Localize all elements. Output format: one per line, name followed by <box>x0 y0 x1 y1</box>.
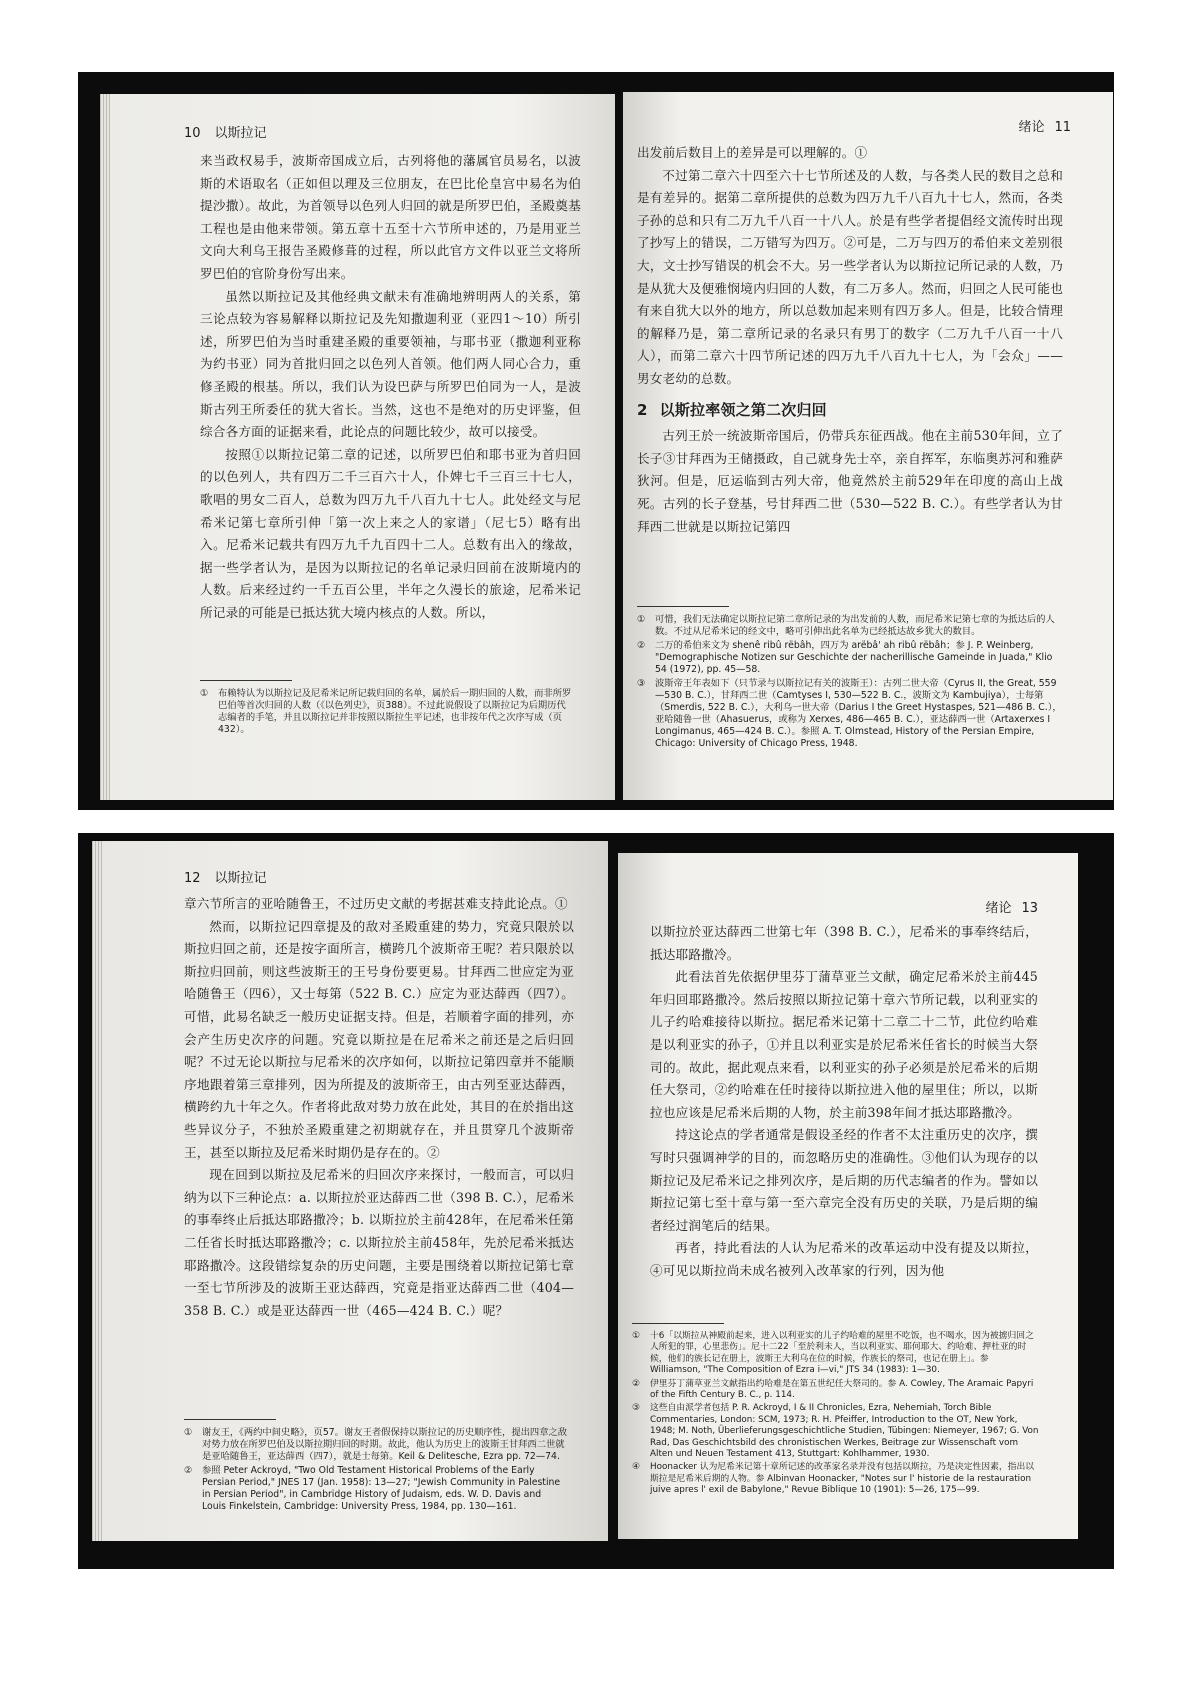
footnote <box>637 614 1065 638</box>
paragraph: 以斯拉於亚达薛西二世第七年（398 B. C.），尼希米的事奉终结后，抵达耶路撒冷。 <box>650 924 1038 962</box>
footnote-mark: ② <box>184 1465 193 1476</box>
page-13 <box>618 853 1078 1539</box>
page-12 <box>92 841 608 1541</box>
footnote <box>632 1331 1042 1377</box>
section-heading <box>637 399 1063 422</box>
footnotes <box>200 688 575 738</box>
footnote-text: 伊里芬丁蒲草亚兰文献指出约哈难是在第五世纪任大祭司的。参 A. Cowley, The Aramaic Papyri of the Fifth Century B. C., p. 114. <box>650 1378 1034 1401</box>
page-11 <box>623 92 1113 800</box>
footnote <box>184 1465 568 1513</box>
footnote-text: 十6「以斯拉从神殿前起来，进入以利亚实的儿子约哈难的屋里不吃饭，也不喝水，因为被掳归回之人所犯的罪，心里悲伤」。尼十二22「至於利未人，当以利亚实、耶何耶大、约哈难、押杜亚的时候，他们的族长记在册上，波斯王大利乌在位的时候，作族长的祭司，也记在册上」。参 Williamson, "The Composition of Ezra i—vi," JTS 34 (1983): 1—30. <box>650 1331 1034 1376</box>
paragraph: 再者，持此看法的人认为尼希米的改革运动中没有提及以斯拉，④可见以斯拉尚未成名被列入改革家的行列，因为他 <box>650 1240 1038 1278</box>
footnote-text: 谢友王，《两约中间史略》，页57。谢友王者假保持以斯拉记的历史顺序性，提出四章之敌对势力放在所罗巴伯及以斯拉期归回的时期。故此，他认为历史上的波斯王甘拜西二世就是亚哈随鲁王，亚达薛西（四7），就是士每第。Keil & Delitesche, Ezra pp. 72—74. <box>202 1427 568 1462</box>
page-edge <box>100 94 110 800</box>
section-title: 以斯拉率领之第二次归回 <box>659 400 827 419</box>
footnote-text: Hoonacker 认为尼希米记第十章所记述的改革家名录并没有包括以斯拉，乃是决定性因素，指出以斯拉是尼希米后期的人物。参 Albinvan Hoonacker, "Notes sur l' historie de la restauration juive apres l' exil de Babylone," Revue Biblique 10 (1901): 5—26, 175—99. <box>650 1462 1035 1496</box>
page-body <box>184 893 574 1322</box>
paragraph: 然而，以斯拉记四章提及的敌对圣殿重建的势力，究竟只限於以斯拉归回之前，还是按字面所言，横跨几个波斯帝王呢？若只限於以斯拉归回前，则这些波斯王的王号身份要更易。甘拜西二世应定为亚哈随鲁王（四6），又士每第（522 B. C.）应定为亚达薛西（四7）。可惜，此易名缺乏一般历史证据支持。但是，若顺着字面的排列，亦会产生历史次序的问题。究竟以斯拉是在尼希米之前还是之后归回呢？不过无论以斯拉与尼希米的次序如何，以斯拉记第四章并不能顺序地跟着第三章排列，因为所提及的波斯帝王，由古列至亚达薛西，横跨约九十年之久。作者将此敌对势力放在此处，其目的在於指出这些异议分子，不独於圣殿重建之初期就存在，并且贯穿几个波斯帝王，甚至以斯拉及尼希米时期仍是存在的。② <box>184 918 574 1160</box>
paragraph: 现在回到以斯拉及尼希米的归回次序来探讨，一般而言，可以归纳为以下三种论点：a. 以斯拉於亚达薛西二世（398 B. C.），尼希米的事奉终止后抵达耶路撒冷；b. 以斯拉於主前428年，在尼希米任第二任省长时抵达耶路撒冷；c. 以斯拉於主前458年，先於尼希米抵达耶路撒冷。这段错综复杂的历史问题，主要是围绕着以斯拉记第七章一至七节所涉及的波斯王亚达薛西，究竟是指亚达薛西二世（404—358 B. C.）或是亚达薛西一世（465—424 B. C.）呢？ <box>184 1167 574 1318</box>
footnote-text: 二万的希伯来文为 shenê ribû rëbâh，四万为 arëbâ' ah ribû rëbâh；参 J. P. Weinberg, "Demographische Notizen sur Geschichte der nacherillische Gameinde in Juada," Klio 54 (1972), pp. 45—58. <box>655 640 1053 675</box>
paragraph: 持这论点的学者通常是假设圣经的作者不太注重历史的次序，撰写时只强调神学的目的，而忽略历史的准确性。③他们认为现存的以斯拉记及尼希米记之排列次序，是后期的历代志编者的作为。譬如以斯拉记第七至十章与第一至六章完全没有历史的关联，乃是后期的编者经过润笔后的结果。 <box>650 1127 1038 1233</box>
footnote-rule <box>200 680 292 681</box>
footnote-mark: ① <box>632 1331 640 1341</box>
footnote-mark: ① <box>184 1427 193 1438</box>
footnotes <box>637 614 1065 752</box>
paragraph: 按照①以斯拉记第二章的记述，以所罗巴伯和耶书亚为首归回的以色列人，共有四万二千三百六十人，仆婢七千三百三十七人，歌唱的男女二百人，总数为四万九千八百九十七人。此处经文与尼希米记第七章所引伸「第一次上来之人的家谱」（尼七5）略有出入。尼希米记载共有四万九千九百四十二人。总数有出入的缘故，据一些学者认为，是因为以斯拉记的名单记录归回前在波斯境内的人数。后来经过约一千五百公里，半年之久漫长的旅途，尼希米记所记录的可能是已抵达犹大境内核点的人数。所以， <box>200 446 581 620</box>
paragraph: 章六节所言的亚哈随鲁王，不过历史文献的考据甚难支持此论点。① <box>184 896 568 911</box>
footnote-rule <box>184 1419 276 1420</box>
running-title: 以斯拉记 <box>214 126 267 141</box>
footnote <box>637 678 1065 750</box>
page-number: 11 <box>1054 120 1071 135</box>
section-number: 2 <box>637 400 648 419</box>
footnote-text: 可惜，我们无法确定以斯拉记第二章所记录的为出发前的人数，而尼希米记第七章的为抵达后的人数。不过从尼希米记的经文中，略可引伸出此名单为已经抵达故乡犹大的数目。 <box>655 614 1055 637</box>
footnote-mark: ② <box>632 1378 640 1389</box>
footnote-mark: ① <box>637 614 646 625</box>
footnotes <box>184 1427 568 1515</box>
footnote-mark: ② <box>637 640 646 651</box>
paragraph: 虽然以斯拉记及其他经典文献未有准确地辨明两人的关系，第三论点较为容易解释以斯拉记及先知撒迦利亚（亚四1～10）所引述，所罗巴伯为当时重建圣殿的重要领袖，与耶书亚（撒迦利亚称为约书亚）同为首批归回之以色列人首领。他们两人同心合力，重修圣殿的根基。所以，我们认为设巴萨与所罗巴伯同为一人，是波斯古列王所委任的犹大省长。当然，这也不是绝对的历史评鉴，但综合各方面的证据来看，此论点的问题比较少，故可以接受。 <box>200 288 581 440</box>
page-number: 12 <box>184 871 201 886</box>
footnote-text: 布赖特认为以斯拉记及尼希米记所记载归回的名单，属於后一期归回的人数，而非所罗巴伯等首次归回的人数（《以色列史》，页388）。不过此说假设了以斯拉记为后期历代志编者的手笔，并且以斯拉记并非按照以斯拉生平记述，也非按年代之次序写成（页432）。 <box>218 688 572 735</box>
running-title: 绪论 <box>1018 120 1045 135</box>
footnote-mark: ① <box>200 688 209 699</box>
footnote-text: 参照 Peter Ackroyd, "Two Old Testament Historical Problems of the Early Persian Period," JNES 17 (Jan. 1958): 13—27; "Jewish Community in Palestine in Persian Period", in Cambridge History of Judaism, eds. W. D. Davis and Louis Finkelstein, Cambridge: University Press, 1984, pp. 130—161. <box>202 1465 561 1512</box>
paragraph: 不过第二章六十四至六十七节所述及的人数，与各类人民的数目之总和是有差异的。据第二章所提供的总数为四万九千八百九十七人，然而，各类子孙的总和只有二万九千八百一十八人。於是有些学者提倡经文流传时出现了抄写上的错误，二万错写为四万。②可是，二万与四万的希伯来文差别很大，文士抄写错误的机会不大。另一些学者认为以斯拉记所记录的人数，乃是从犹大及便雅悯境内归回的人数，有二万多人。然而，归回之人民可能也有来自犹大以外的地方，所以总数加起来则有四万多人。但是，比较合情理的解释乃是，第二章所记录的名录只有男丁的数字（二万九千八百一十八人），而第二章六十四节所记述的四万九千八百九十七人，为「会众」——男女老幼的总数。 <box>637 167 1063 386</box>
page-number: 13 <box>1021 901 1038 916</box>
footnote-text: 这些自由派学者包括 P. R. Ackroyd, I & II Chronicles, Ezra, Nehemiah, Torch Bible Commentaries, London: SCM, 1973; R. H. Pfeiffer, Introduction to the OT, New York, 1948; M. Noth, Überlieferungsgeschichtliche Studien, Tübingen: Niemeyer, 1967; G. Von Rad, Das Geschichtsbild des chronistischen Werkes, Beitrage zur Wissenschaft vom Alten und Neuen Testament 413, Stuttgart: Kohlhammer, 1930. <box>650 1403 1039 1460</box>
footnote <box>200 688 575 736</box>
page-header <box>184 122 615 142</box>
page-10 <box>100 94 615 800</box>
footnote <box>632 1379 1042 1402</box>
footnote <box>184 1427 568 1463</box>
paragraph: 此看法首先依据伊里芬丁蒲草亚兰文献，确定尼希米於主前445年归回耶路撒冷。然后按照以斯拉记第十章六节所记载，以利亚实的儿子约哈难接待以斯拉。据尼希米记第十二章二十二节，此位约哈难是以利亚实的孙子，①并且以利亚实是於尼希米任省长的时候当大祭司的。故此，据此观点来看，以利亚实的孙子必须是於尼希米的后期任大祭司，②约哈难在任时接待以斯拉进入他的屋里住；所以，以斯拉也应该是尼希米后期的人物，於主前398年间才抵达耶路撒冷。 <box>650 969 1038 1120</box>
page-body <box>637 142 1063 538</box>
footnote-mark: ③ <box>632 1403 640 1414</box>
footnote <box>637 640 1065 676</box>
page-header <box>1018 116 1071 136</box>
footnote <box>632 1462 1042 1496</box>
footnote-text: 波斯帝王年表如下（只节录与以斯拉记有关的波斯王）：古列二世大帝（Cyrus II, the Great, 559—530 B. C.），甘拜西二世（Camtyses I, 530—522 B. C.，波斯文为 Kambujiya），士每第（Smerdis, 522 B. C.），大利乌一世大帝（Darius I the Greet Hystaspes, 521—486 B. C.），亚哈随鲁一世（Ahasuerus，或称为 Xerxes, 486—465 B. C.），亚达薛西一世（Artaxerxes I Longimanus, 465—424 B. C.）。参照 A. T. Olmstead, History of the Persian Empire, Chicago: University of Chicago Press, 1948. <box>655 678 1062 749</box>
footnote-rule <box>637 606 729 607</box>
footnote-mark: ④ <box>632 1462 640 1473</box>
paragraph: 古列王於一统波斯帝国后，仍带兵东征西战。他在主前530年间，立了长子③甘拜西为王储摄政，自己就身先士卒，亲自挥军，东临奥苏河和雅萨狄河。但是，厄运临到古列大帝，他竟然於主前529年在印度的高山上战死。古列的长子登基，号甘拜西二世（530—522 B. C.）。有些学者认为甘拜西二世就是以斯拉记第四 <box>637 428 1063 534</box>
scan-spread-top <box>78 72 1114 810</box>
page-body <box>200 150 581 624</box>
footnotes <box>632 1331 1042 1499</box>
paragraph: 出发前后数目上的差异是可以理解的。① <box>637 145 868 160</box>
page-header <box>184 867 608 887</box>
page-header <box>985 897 1038 917</box>
page-body <box>650 921 1038 1283</box>
paragraph: 来当政权易手，波斯帝国成立后，古列将他的藩属官员易名，以波斯的术语取名（正如但以理及三位朋友，在巴比伦皇宫中易名为伯提沙撒）。故此，为首领导以色列人归回的就是所罗巴伯，圣殿奠基工程也是由他来带领。第五章十五至十六节所申述的，乃是用亚兰文向大利乌王报告圣殿修葺的过程，所以此官方文件以亚兰文将所罗巴伯的官阶身份写出来。 <box>200 153 581 281</box>
footnote <box>632 1403 1042 1460</box>
footnote-mark: ③ <box>637 678 646 689</box>
scan-spread-bottom <box>78 833 1114 1569</box>
page-number: 10 <box>184 126 201 141</box>
running-title: 绪论 <box>985 901 1012 916</box>
footnote-rule <box>632 1323 724 1324</box>
page-edge <box>92 841 102 1541</box>
running-title: 以斯拉记 <box>214 871 267 886</box>
